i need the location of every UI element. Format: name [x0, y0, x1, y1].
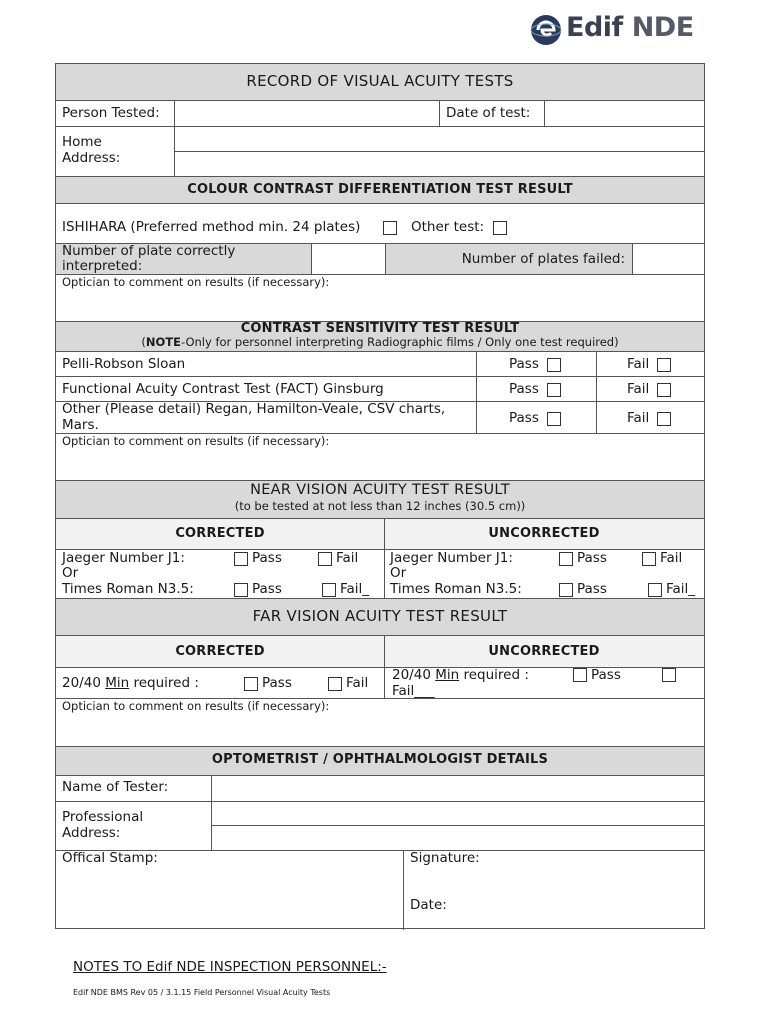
far-c-req-suffix: required : [133, 675, 199, 691]
home-address-label-2: Address: [62, 150, 121, 166]
ishihara-checkbox[interactable] [383, 221, 397, 235]
other-contrast-label-1: Other (Please detail) Regan, Hamilton-Veale, CSV charts, [62, 401, 446, 417]
near-c-jaeger-fail-checkbox[interactable] [318, 552, 332, 566]
near-c-times-fail-label: Fail_ [340, 581, 370, 597]
pelli-pass-checkbox[interactable] [547, 358, 561, 372]
contrast-optician-comment-label: Optician to comment on results (if necessary): [62, 434, 330, 448]
far-c-fail-checkbox[interactable] [328, 677, 342, 691]
date-of-test-field[interactable] [545, 101, 704, 126]
other-contrast-fail-checkbox[interactable] [657, 412, 671, 426]
colour-optician-comment-field[interactable] [57, 290, 704, 320]
far-u-pass-checkbox[interactable] [573, 668, 587, 682]
pelli-robson-label: Pelli-Robson Sloan [62, 356, 186, 372]
near-c-jaeger-pass-label: Pass [252, 550, 282, 566]
contrast-note-text: -Only for personnel interpreting Radiographic films / Only one test required) [181, 335, 619, 349]
far-u-fail-label: Fail___ [392, 683, 435, 699]
home-address-label-1: Home [62, 134, 102, 150]
prof-address-label-1: Professional [62, 809, 144, 825]
fact-fail-label: Fail [627, 381, 650, 397]
contrast-note-open: ( [141, 335, 146, 349]
near-u-jaeger-pass-checkbox[interactable] [559, 552, 573, 566]
footer-reference: Edif NDE BMS Rev 05 / 3.1.15 Field Personnel Visual Acuity Tests [73, 988, 331, 997]
far-c-pass-label: Pass [262, 675, 292, 691]
far-u-req-min: Min [435, 667, 460, 683]
contrast-note-bold: NOTE [145, 335, 181, 349]
prof-address-field-1[interactable] [212, 802, 704, 825]
near-c-or: Or [62, 565, 79, 581]
fact-label: Functional Acuity Contrast Test (FACT) Ginsburg [62, 381, 384, 397]
official-stamp-area[interactable] [57, 851, 403, 930]
person-tested-field[interactable] [175, 101, 439, 126]
fact-pass-label: Pass [509, 381, 539, 397]
far-uncorrected-heading: UNCORRECTED [488, 644, 600, 659]
near-u-jaeger-label: Jaeger Number J1: [390, 550, 513, 566]
far-optician-comment-field[interactable] [57, 714, 704, 745]
near-u-times-fail-label: Fail_ [666, 581, 696, 597]
logo-word-edif: Edif [566, 12, 623, 43]
far-u-required-label [392, 667, 529, 683]
plates-failed-field[interactable] [633, 244, 704, 274]
plates-failed-label: Number of plates failed: [461, 251, 625, 267]
near-u-times-pass-checkbox[interactable] [559, 583, 573, 597]
pelli-fail-label: Fail [627, 356, 650, 372]
edif-nde-logo [530, 12, 700, 52]
other-contrast-fail-label: Fail [627, 410, 650, 426]
far-section-header: FAR VISION ACUITY TEST RESULT [252, 607, 508, 625]
near-c-jaeger-label: Jaeger Number J1: [62, 550, 185, 566]
home-address-field-1[interactable] [175, 127, 704, 151]
near-c-times-pass-label: Pass [252, 581, 282, 597]
near-corrected-heading: CORRECTED [175, 526, 265, 541]
logo-word-nde: NDE [631, 12, 694, 43]
contrast-section-header: CONTRAST SENSITIVITY TEST RESULT [240, 321, 520, 336]
near-section-header: NEAR VISION ACUITY TEST RESULT [250, 482, 510, 498]
pelli-fail-checkbox[interactable] [657, 358, 671, 372]
home-address-field-2[interactable] [175, 152, 704, 176]
visual-acuity-form [55, 63, 705, 929]
notes-heading: NOTES TO Edif NDE INSPECTION PERSONNEL:- [73, 959, 387, 975]
prof-address-field-2[interactable] [212, 826, 704, 850]
near-c-jaeger-fail-label: Fail [336, 550, 359, 566]
near-c-times-label: Times Roman N3.5: [62, 581, 194, 597]
near-u-times-pass-label: Pass [577, 581, 607, 597]
form-title: RECORD OF VISUAL ACUITY TESTS [246, 72, 514, 90]
other-test-checkbox[interactable] [493, 221, 507, 235]
near-u-times-label: Times Roman N3.5: [390, 581, 522, 597]
near-c-jaeger-pass-checkbox[interactable] [234, 552, 248, 566]
edif-globe-icon [530, 14, 562, 46]
near-u-jaeger-fail-label: Fail [660, 550, 683, 566]
contrast-note [56, 336, 704, 349]
pelli-pass-label: Pass [509, 356, 539, 372]
signature-field[interactable] [404, 864, 704, 894]
ishihara-label: ISHIHARA (Preferred method min. 24 plates) [62, 219, 361, 235]
plates-correct-label-1: Number of plate correctly [62, 243, 236, 259]
far-u-req-prefix: 20/40 [392, 667, 431, 683]
date-of-test-label: Date of test: [446, 105, 531, 121]
date-field[interactable] [404, 896, 704, 930]
other-contrast-label-2: Mars. [62, 417, 99, 433]
near-c-times-pass-checkbox[interactable] [234, 583, 248, 597]
near-u-or: Or [390, 565, 407, 581]
far-u-pass-label: Pass [591, 667, 621, 683]
near-u-jaeger-pass-label: Pass [577, 550, 607, 566]
date-label: Date: [410, 897, 447, 913]
near-subheader: (to be tested at not less than 12 inches (30.5 cm)) [234, 499, 526, 513]
far-u-fail-checkbox[interactable] [662, 668, 676, 682]
signature-label: Signature: [410, 850, 480, 866]
name-of-tester-label: Name of Tester: [62, 779, 169, 795]
name-of-tester-field[interactable] [212, 776, 704, 801]
far-u-req-suffix: required : [463, 667, 529, 683]
far-c-required-label [62, 675, 199, 691]
optometrist-section-header: OPTOMETRIST / OPHTHALMOLOGIST DETAILS [211, 752, 549, 767]
near-u-times-fail-checkbox[interactable] [648, 583, 662, 597]
near-uncorrected-heading: UNCORRECTED [488, 526, 600, 541]
fact-fail-checkbox[interactable] [657, 383, 671, 397]
person-tested-label: Person Tested: [62, 105, 160, 121]
near-u-jaeger-fail-checkbox[interactable] [642, 552, 656, 566]
colour-section-header: COLOUR CONTRAST DIFFERENTIATION TEST RESULT [187, 182, 573, 197]
fact-pass-checkbox[interactable] [547, 383, 561, 397]
far-c-req-min: Min [105, 675, 130, 691]
far-corrected-heading: CORRECTED [175, 644, 265, 659]
other-test-label: Other test: [411, 219, 485, 235]
contrast-optician-comment-field[interactable] [57, 449, 704, 479]
far-c-req-prefix: 20/40 [62, 675, 101, 691]
near-c-times-fail-checkbox[interactable] [322, 583, 336, 597]
far-optician-comment-label: Optician to comment on results (if necessary): [62, 699, 330, 713]
logo-wordmark [566, 12, 694, 43]
plates-correct-label-2: interpreted: [62, 258, 143, 274]
colour-optician-comment-label: Optician to comment on results (if necessary): [62, 275, 330, 289]
plates-correct-field[interactable] [312, 244, 385, 274]
official-stamp-label: Offical Stamp: [62, 850, 158, 866]
far-c-fail-label: Fail [346, 675, 369, 691]
prof-address-label-2: Address: [62, 825, 121, 841]
other-contrast-pass-checkbox[interactable] [547, 412, 561, 426]
far-c-pass-checkbox[interactable] [244, 677, 258, 691]
other-contrast-pass-label: Pass [509, 410, 539, 426]
